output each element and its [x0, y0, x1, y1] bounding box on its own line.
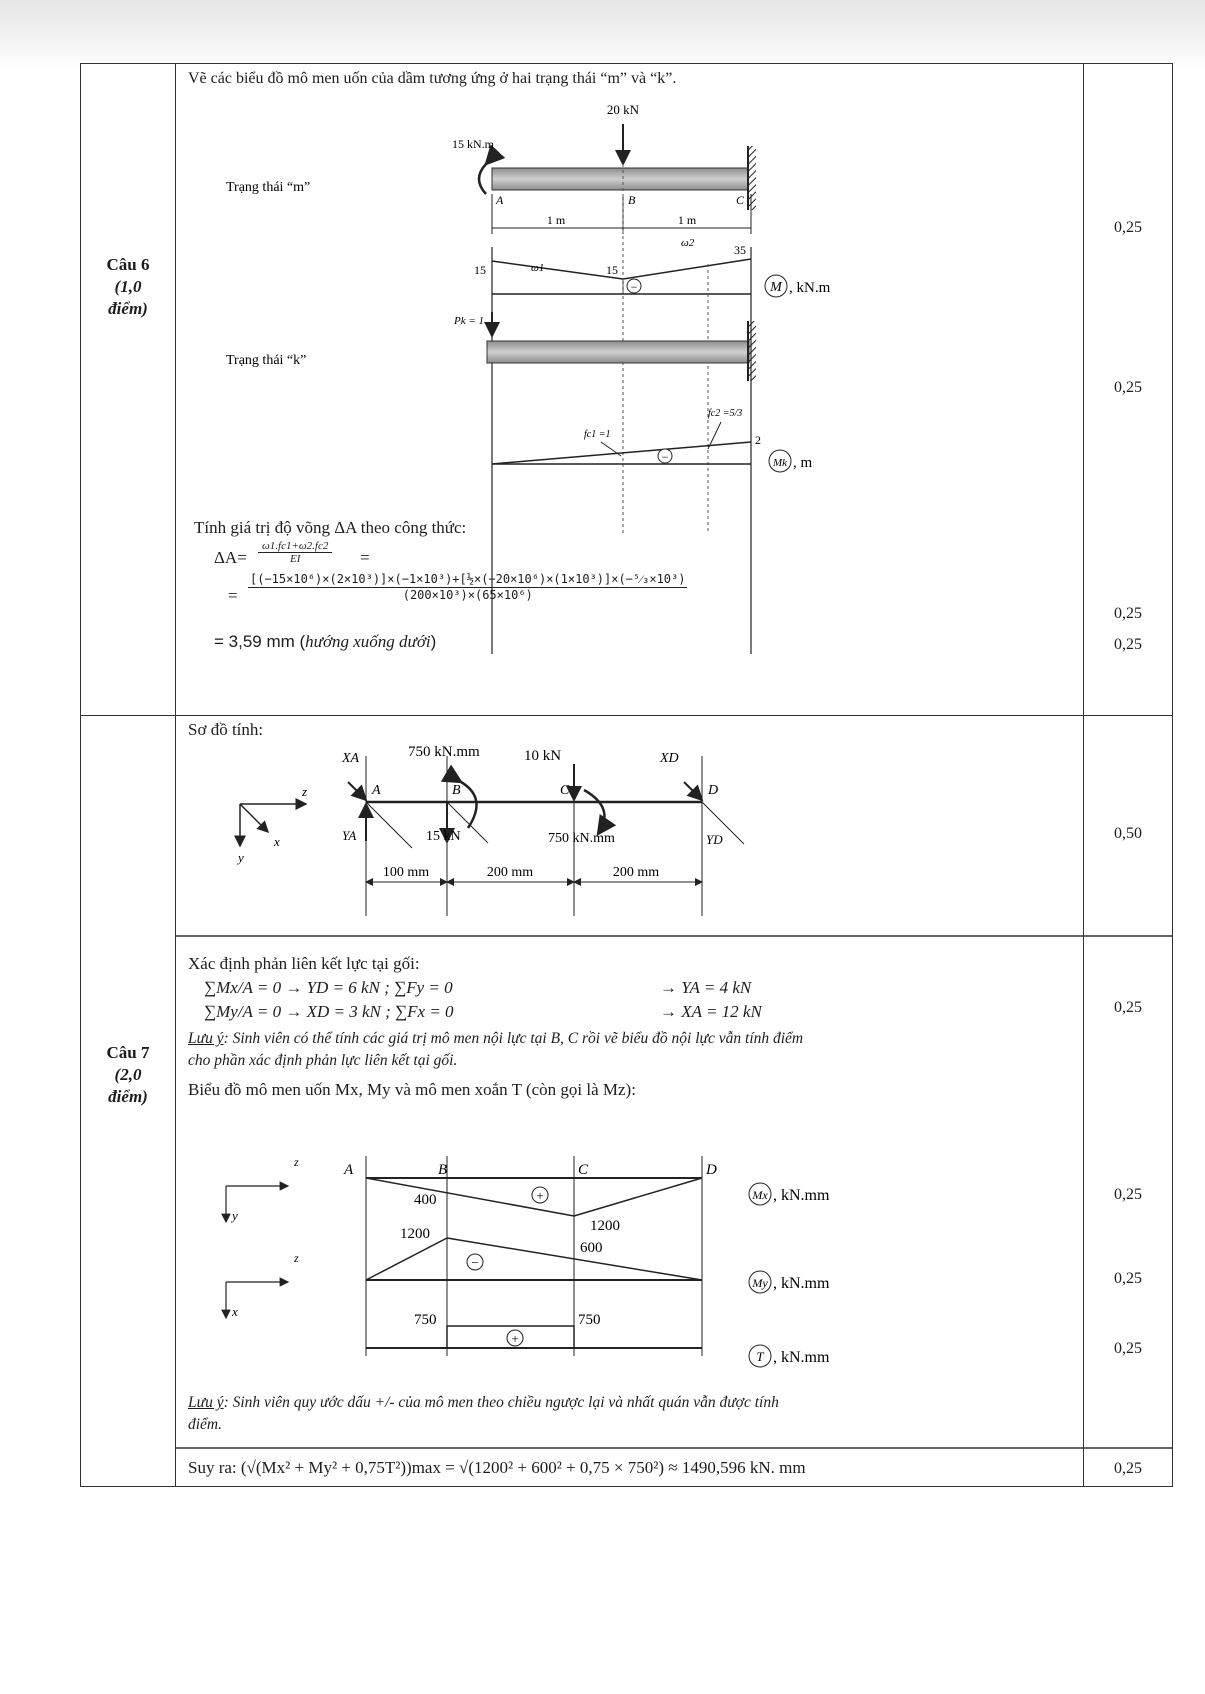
node-a-m: A: [496, 193, 504, 207]
formula-1-fraction: [258, 540, 332, 565]
omega1: ω1: [531, 262, 545, 274]
formula-2-num: [(−15×10⁶)×(2×10³)]×(−1×10³)+[½×(−20×10⁶)×(1×10³)]×(−⁵⁄₃×10³): [250, 572, 686, 586]
mk-val-2: 2: [755, 433, 761, 447]
yd-label: YD: [706, 832, 723, 847]
mx-unit: , kN.mm: [773, 1187, 830, 1204]
q6-label: Câu 6: [106, 255, 150, 274]
reaction-title: Xác định phản liên kết lực tại gối:: [188, 954, 420, 973]
pk-label: Pk = 1: [454, 315, 485, 327]
q6-score-3: 0,25: [1114, 605, 1142, 622]
q7-score-5: 0,25: [1114, 1340, 1142, 1357]
q7-label: Câu 7: [106, 1043, 150, 1062]
xd-arrow: [684, 782, 702, 800]
node-c-m: C: [736, 193, 745, 207]
load-750-bot: 750 kN.mm: [548, 831, 615, 846]
load-20-label: 20 kN: [606, 102, 640, 117]
t-label: T: [756, 1349, 764, 1364]
xa-arrow: [348, 782, 366, 800]
scheme-title: Sơ đồ tính:: [188, 720, 264, 739]
q7-row: [81, 716, 1173, 1487]
eq-2b: → XA = 12 kN: [660, 1002, 762, 1021]
eq-1a: ∑Mx/A = 0 → YD = 6 kN ; ∑Fy = 0: [204, 978, 453, 997]
diag-node-a: A: [344, 1162, 354, 1178]
moment-750-top: [461, 782, 477, 828]
q7-score-6: 0,25: [1114, 1460, 1142, 1477]
q7-body-cell: [176, 716, 1084, 1487]
note-1b: cho phần xác định phản lực liên kết tại gối.: [188, 1052, 458, 1069]
t-unit: , kN.mm: [773, 1349, 830, 1366]
result-note: hướng xuống dưới: [305, 632, 431, 651]
axis-y-2: y: [232, 1208, 238, 1223]
q6-score-4: 0,25: [1114, 636, 1142, 653]
m-label: M: [770, 280, 782, 295]
formula-1-lhs: ΔA=: [214, 548, 247, 567]
my-1200: 1200: [400, 1226, 430, 1242]
grading-table: [80, 63, 1173, 1487]
span-2: 1 m: [677, 213, 697, 227]
dim-2: 200 mm: [486, 865, 534, 880]
q6-body-cell: [176, 64, 1084, 716]
q7-label-cell: [81, 716, 176, 1487]
axis-x-2: x: [232, 1304, 238, 1319]
q6-row: [81, 64, 1173, 716]
xd-label: XD: [660, 751, 679, 766]
load-750-top: 750 kN.mm: [408, 744, 480, 760]
note-2b: điểm.: [188, 1416, 223, 1433]
q7-diagrams: [176, 716, 1083, 1487]
diag-node-c: C: [578, 1162, 589, 1178]
q6-points-unit: điểm): [108, 299, 148, 318]
t-750a: 750: [414, 1312, 437, 1328]
fc1-label: fc1 =1: [584, 429, 611, 440]
m-val-15a: 15: [474, 263, 486, 277]
q7-points: (2,0: [114, 1065, 142, 1084]
mx-1200: 1200: [590, 1218, 620, 1234]
axis-z-1: z: [302, 784, 308, 799]
eq-2a: ∑My/A = 0 → XD = 3 kN ; ∑Fx = 0: [204, 1002, 454, 1021]
axis-x-1: x: [274, 834, 280, 849]
moment-15-label: 15 kN.m: [452, 137, 494, 151]
note-2-text: : Sinh viên quy ước dấu +/- của mô men theo chiều ngược lại và nhất quán vẫn được tính: [223, 1394, 779, 1411]
my-600: 600: [580, 1240, 603, 1256]
dim-3: 200 mm: [612, 865, 660, 880]
calc-intro: Tính giá trị độ võng ΔA theo công thức:: [194, 518, 467, 537]
final-formula: Suy ra: (√(Mx² + My² + 0,75T²))max = √(1200² + 600² + 0,75 × 750²) ≈ 1490,596 kN. mm: [188, 1458, 806, 1477]
axis-y-1: y: [238, 850, 244, 865]
state-k-label: Trạng thái “k”: [226, 353, 307, 368]
q6-diagrams: [176, 64, 1083, 716]
note-1-label: Lưu ý: [188, 1030, 224, 1047]
q6-score-cell: [1084, 64, 1173, 716]
node-a: A: [372, 783, 381, 798]
q6-score-1: 0,25: [1114, 219, 1142, 236]
fc2-label: fc2 =5/3: [708, 408, 743, 419]
xa-label: XA: [342, 751, 360, 766]
q7-score-3: 0,25: [1114, 1186, 1142, 1203]
node-b: B: [452, 783, 461, 798]
ya-label: YA: [342, 828, 357, 843]
load-10: 10 kN: [524, 748, 562, 764]
diag-node-b: B: [438, 1162, 448, 1178]
result-line: [214, 632, 436, 652]
result-suffix: ): [430, 632, 437, 651]
q7-points-unit: điểm): [108, 1087, 148, 1106]
dim-1: 100 mm: [382, 865, 430, 880]
formula-1-num: ω1.fc1+ω2.fc2: [258, 540, 332, 553]
fixed-support-m: [748, 146, 756, 210]
q7-score-4: 0,25: [1114, 1270, 1142, 1287]
note-1-text: : Sinh viên có thể tính các giá trị mô men nội lực tại B, C rồi vẽ biểu đồ nội lực vẫn tính điểm: [223, 1030, 804, 1047]
t-750b: 750: [578, 1312, 601, 1328]
node-d: D: [708, 783, 719, 798]
formula-1-den: EI: [289, 553, 301, 565]
axis-z-2: z: [294, 1155, 299, 1169]
eq-1b: → YA = 4 kN: [660, 978, 752, 997]
mk-sign: −: [661, 450, 669, 464]
q6-instruction: Vẽ các biểu đồ mô men uốn của dầm tương ứng ở hai trạng thái “m” và “k”.: [188, 70, 677, 87]
fixed-support-k: [748, 321, 756, 381]
axis-z-3: z: [294, 1251, 299, 1265]
moment-15-arc: [479, 164, 486, 194]
mx-400: 400: [414, 1192, 437, 1208]
note-1: [188, 1030, 803, 1048]
diagram-title: Biểu đồ mô men uốn Mx, My và mô men xoắn T (còn gọi là Mz):: [188, 1080, 636, 1099]
q7-score-cell: [1084, 716, 1173, 1487]
mx-label: Mx: [752, 1188, 768, 1202]
beam-k: [487, 341, 749, 363]
q6-score-2: 0,25: [1114, 379, 1142, 396]
diag-node-d: D: [706, 1162, 717, 1178]
formula-2-den: (200×10³)×(65×10⁶): [402, 588, 533, 602]
node-c: C: [560, 783, 570, 798]
result-value: = 3,59 mm (: [214, 632, 306, 651]
t-sign: +: [511, 1331, 519, 1346]
state-m-label: Trạng thái “m”: [226, 180, 311, 195]
moment-750-bot: [584, 790, 604, 834]
omega2: ω2: [681, 237, 695, 249]
formula-2-fraction: [248, 572, 687, 602]
node-b-m: B: [628, 193, 636, 207]
m-val-15b: 15: [606, 263, 618, 277]
formula-1-eq: =: [360, 548, 370, 567]
beam-m: [492, 168, 748, 190]
my-label: My: [752, 1276, 768, 1290]
span-1: 1 m: [546, 213, 566, 227]
m-unit: , kN.m: [789, 280, 831, 296]
note-2: [188, 1394, 779, 1412]
mk-unit: , m: [793, 455, 813, 471]
my-sign: −: [471, 1255, 479, 1270]
mk-label: Mk: [772, 457, 788, 469]
q6-label-cell: [81, 64, 176, 716]
q6-points: (1,0: [114, 277, 142, 296]
mx-sign: +: [536, 1188, 544, 1203]
load-15: 15 kN: [426, 829, 461, 844]
q7-score-2: 0,25: [1114, 999, 1142, 1016]
my-unit: , kN.mm: [773, 1275, 830, 1292]
m-val-35: 35: [734, 243, 746, 257]
q7-score-1: 0,50: [1114, 825, 1142, 842]
formula-2-eq: =: [228, 586, 238, 605]
note-2-label: Lưu ý: [188, 1394, 224, 1411]
m-sign: −: [630, 280, 638, 294]
